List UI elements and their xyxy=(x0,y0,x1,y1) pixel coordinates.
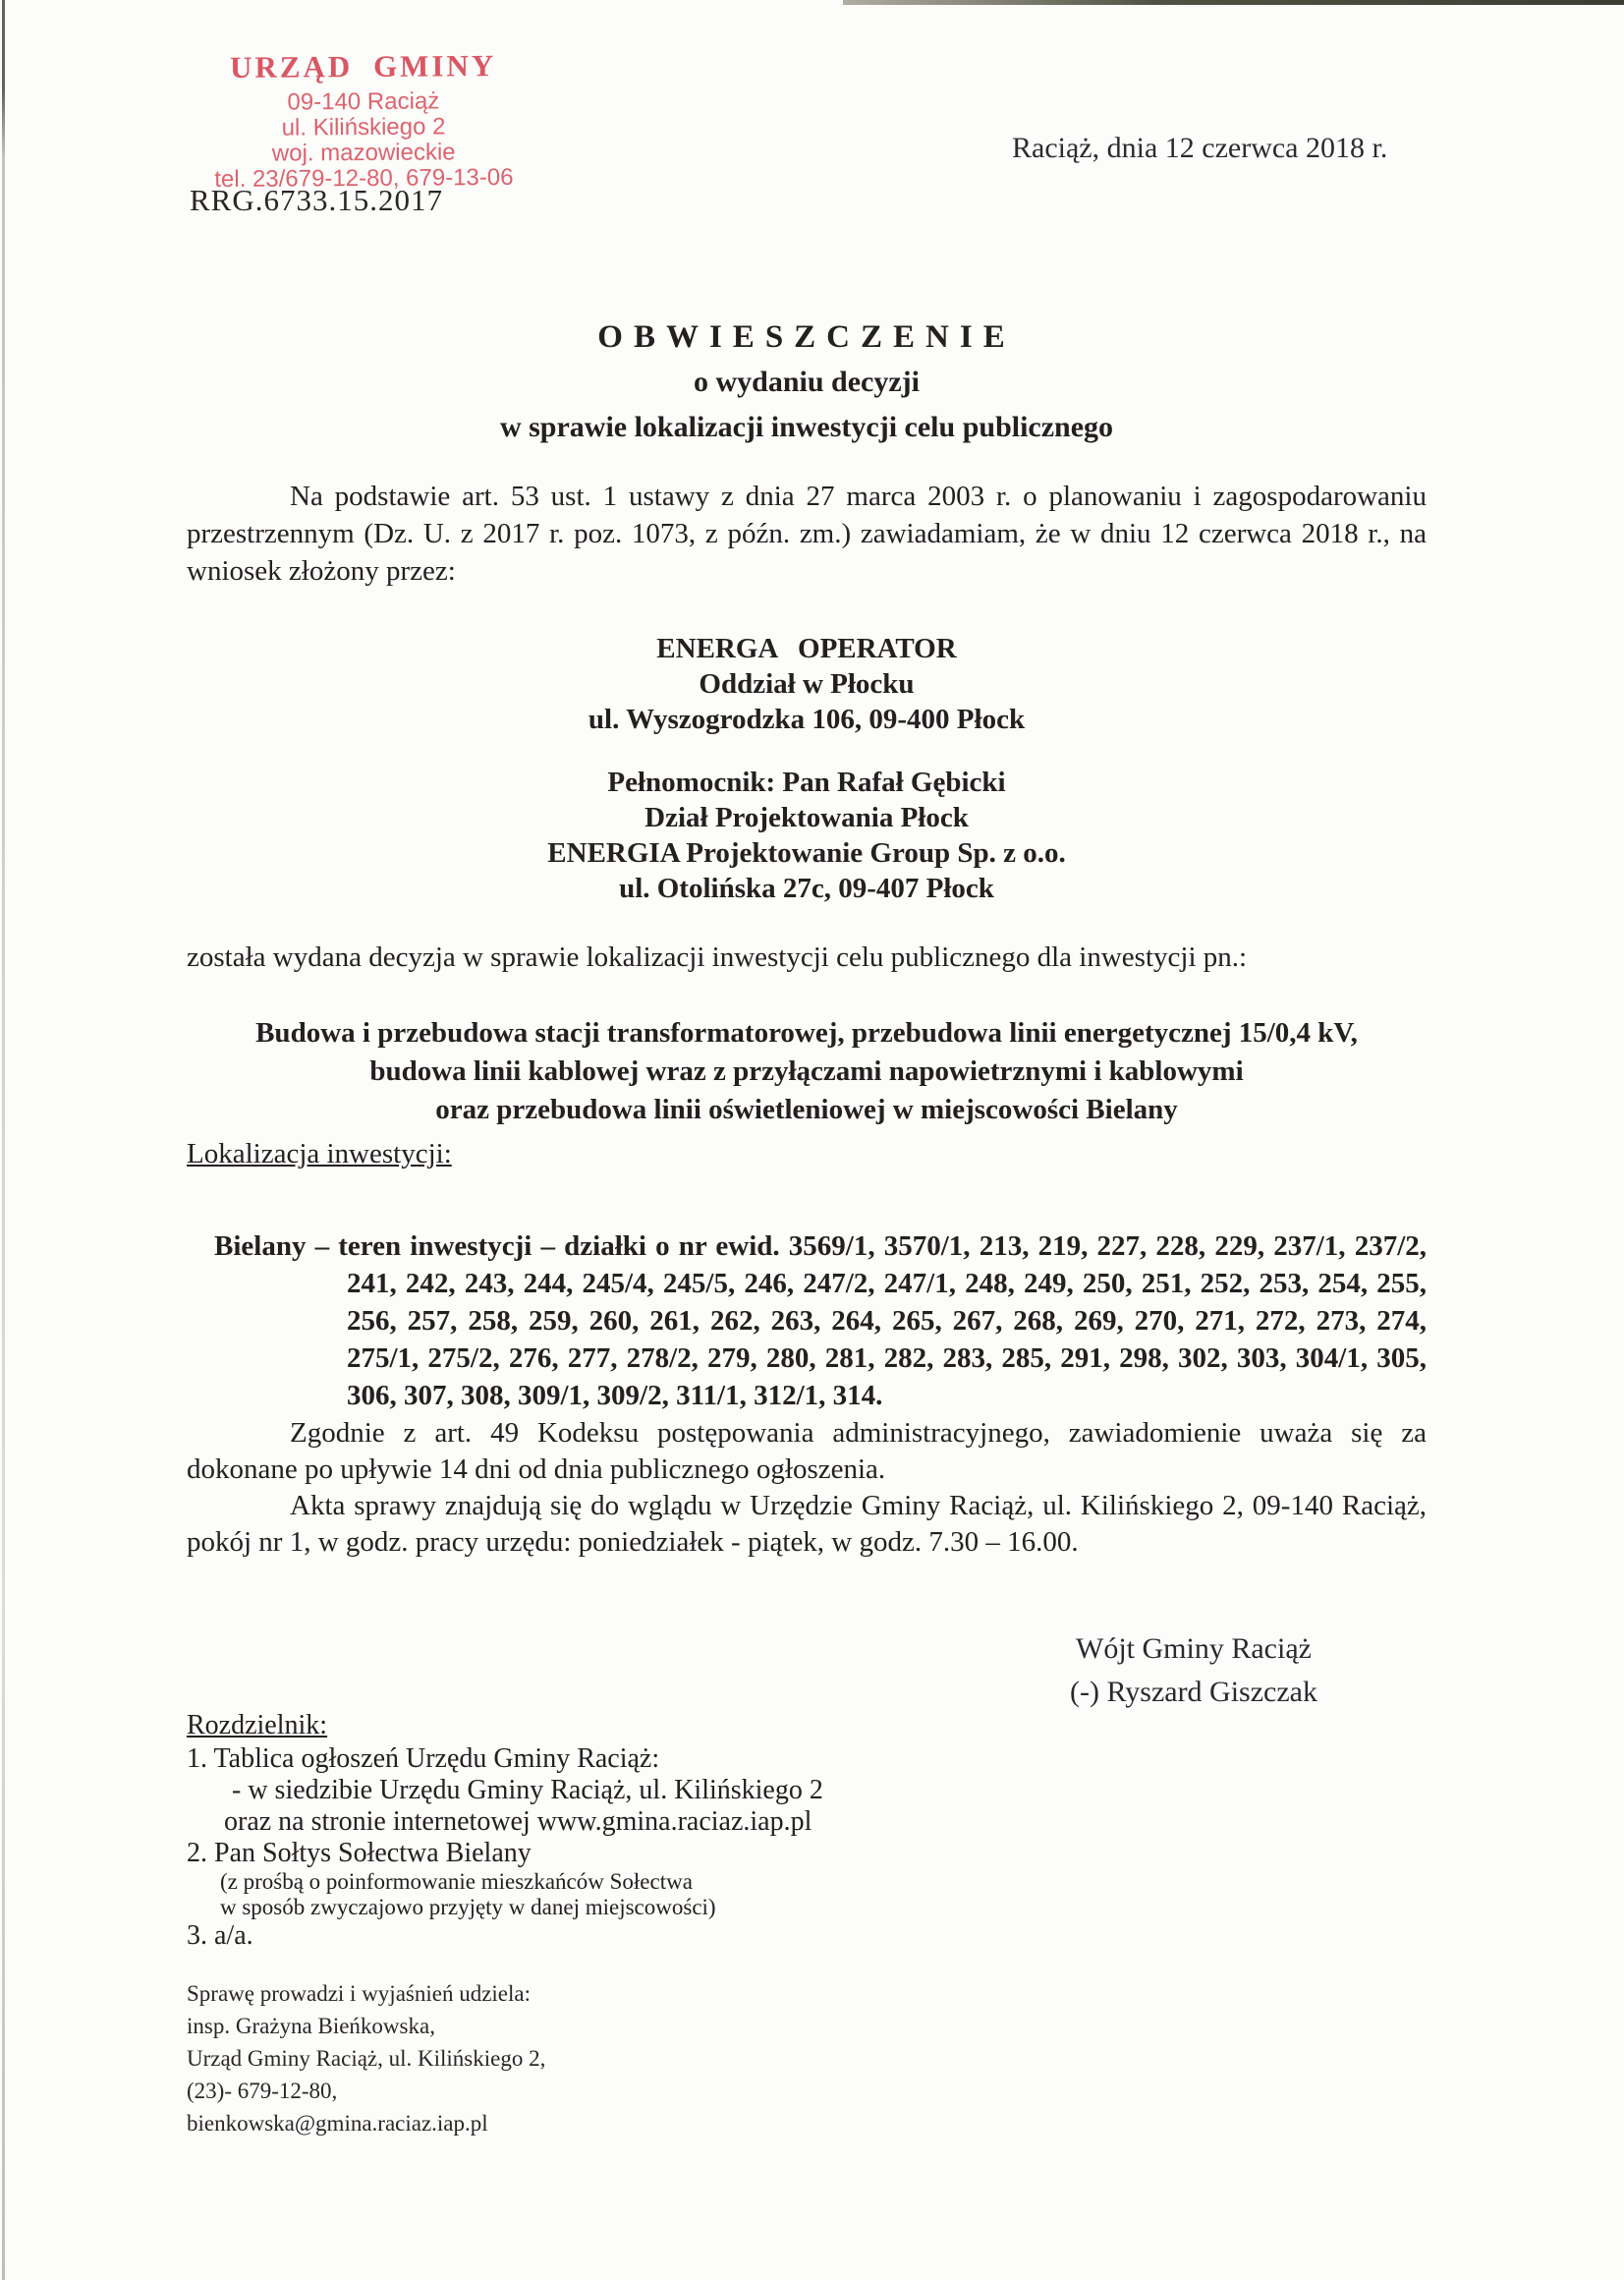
case-number: RRG.6733.15.2017 xyxy=(190,183,443,217)
location-heading: Lokalizacja inwestycji: xyxy=(187,1138,452,1169)
applicant-address: ul. Wyszogrodzka 106, 09-400 Płock xyxy=(588,704,1026,735)
stamp-voivodeship-line: woj. mazowieckie xyxy=(271,139,456,167)
contact-intro-line: Sprawę prowadzi i wyjaśnień udziela: xyxy=(187,1981,531,2006)
attorney-name: Pełnomocnik: Pan Rafał Gębicki xyxy=(607,767,1006,798)
investment-title-line-2: budowa linii kablowej wraz z przyłączami napowietrznymi i kablowymi xyxy=(369,1055,1244,1087)
distribution-item-2: 2. Pan Sołtys Sołectwa Bielany xyxy=(187,1838,532,1868)
distribution-item-2-note-1: (z prośbą o poinformowanie mieszkańców Sołectwa xyxy=(220,1869,693,1894)
case-files-paragraph: Akta sprawy znajdują się do wglądu w Urzędzie Gminy Raciąż, ul. Kilińskiego 2, 09-140 Raciąż, pokój nr 1, w godz. pracy urzędu: poniedziałek - piątek, w godz. 7.30 – 16.00. xyxy=(187,1490,1427,1558)
plot-list-lead: Bielany – teren inwestycji – działki o nr ewid. xyxy=(214,1230,780,1262)
attorney-company: ENERGIA Projektowanie Group Sp. z o.o. xyxy=(547,837,1066,869)
attorney-block xyxy=(187,765,1427,906)
investment-title-line-3: oraz przebudowa linii oświetleniowej w miejscowości Bielany xyxy=(435,1094,1178,1125)
investment-title-line-1: Budowa i przebudowa stacji transformatorowej, przebudowa linii energetycznej 15/0,4 kV, xyxy=(255,1017,1358,1049)
investment-title-block xyxy=(187,1014,1427,1129)
distribution-heading: Rozdzielnik: xyxy=(187,1710,328,1740)
contact-person-line: insp. Grażyna Bieńkowska, xyxy=(187,2014,435,2038)
stamp-office-name: URZĄD GMINY xyxy=(229,48,497,85)
place-and-date: Raciąż, dnia 12 czerwca 2018 r. xyxy=(1012,132,1388,164)
office-ink-stamp xyxy=(200,48,526,193)
distribution-item-1-sub-2: oraz na stronie internetowej www.gmina.raciaz.iap.pl xyxy=(224,1806,812,1837)
signatory-name: (-) Ryszard Giszczak xyxy=(1069,1676,1317,1708)
plot-numbers-paragraph xyxy=(187,1227,1427,1414)
distribution-item-3: 3. a/a. xyxy=(187,1920,253,1951)
distribution-item-1-sub-1: - w siedzibie Urzędu Gminy Raciąż, ul. Kilińskiego 2 xyxy=(232,1775,823,1805)
distribution-item-1: 1. Tablica ogłoszeń Urzędu Gminy Raciąż: xyxy=(187,1743,660,1774)
attorney-department: Dział Projektowania Płock xyxy=(644,802,969,833)
intro-paragraph: Na podstawie art. 53 ust. 1 ustawy z dnia 27 marca 2003 r. o planowaniu i zagospodarowaniu przestrzennym (Dz. U. z 2017 r. poz. 1073, z późn. zm.) zawiadamiam, że w dniu 12 czerwca 2018 r., na wniosek złożony przez: xyxy=(187,481,1427,587)
contact-phone-line: (23)- 679-12-80, xyxy=(187,2079,338,2103)
scan-edge-artifact-top xyxy=(843,0,1624,5)
signature-block xyxy=(997,1627,1390,1714)
title-obwieszczenie: OBWIESZCZENIE xyxy=(597,319,1016,355)
contact-footer xyxy=(187,1977,545,2139)
distribution-list xyxy=(187,1710,1071,1952)
article-49-paragraph: Zgodnie z art. 49 Kodeksu postępowania administracyjnego, zawiadomienie uważa się za dokonane po upływie 14 dni od dnia publicznego ogłoszenia. xyxy=(187,1417,1427,1485)
scan-edge-artifact-left xyxy=(2,0,5,2280)
title-subline-1: o wydaniu decyzji xyxy=(693,366,920,398)
decision-issued-line: została wydana decyzja w sprawie lokalizacji inwestycji celu publicznego dla inwestycji pn.: xyxy=(187,941,1248,973)
attorney-address: ul. Otolińska 27c, 09-407 Płock xyxy=(619,873,994,904)
distribution-item-2-note-2: w sposób zwyczajowo przyjęty w danej miejscowości) xyxy=(220,1895,716,1919)
applicant-branch: Oddział w Płocku xyxy=(699,668,915,700)
stamp-street-line: ul. Kilińskiego 2 xyxy=(281,113,446,142)
stamp-address xyxy=(201,88,527,193)
document-title-block xyxy=(187,314,1427,450)
stamp-postal-line: 09-140 Raciąż xyxy=(287,87,440,116)
contact-email-line: bienkowska@gmina.raciaz.iap.pl xyxy=(187,2111,488,2136)
applicant-block xyxy=(187,631,1427,737)
title-subline-2: w sprawie lokalizacji inwestycji celu publicznego xyxy=(499,411,1114,443)
plot-list-numbers: 3569/1, 3570/1, 213, 219, 227, 228, 229, 237/1, 237/2, 241, 242, 243, 244, 245/4, 245/5, 246, 247/2, 247/1, 248, 249, 250, 251, 252, 253, 254, 255, 256, 257, 258, 259, 260, 261, 262, 263, 264, 265, 267, 268, 269, 270, 271, 272, 273, 274, 275/1, 275/2, 276, 277, 278/2, 279, 280, 281, 282, 283, 285, 291, 298, 302, 303, 304/1, 305, 306, 307, 308, 309/1, 309/2, 311/1, 312/1, 314. xyxy=(347,1230,1427,1411)
contact-office-line: Urząd Gminy Raciąż, ul. Kilińskiego 2, xyxy=(187,2046,546,2071)
stamp-phone-line: tel. 23/679-12-80, 679-13-06 xyxy=(214,163,514,194)
applicant-name: ENERGA OPERATOR xyxy=(656,633,957,664)
signatory-title: Wójt Gminy Raciąż xyxy=(1076,1632,1312,1665)
